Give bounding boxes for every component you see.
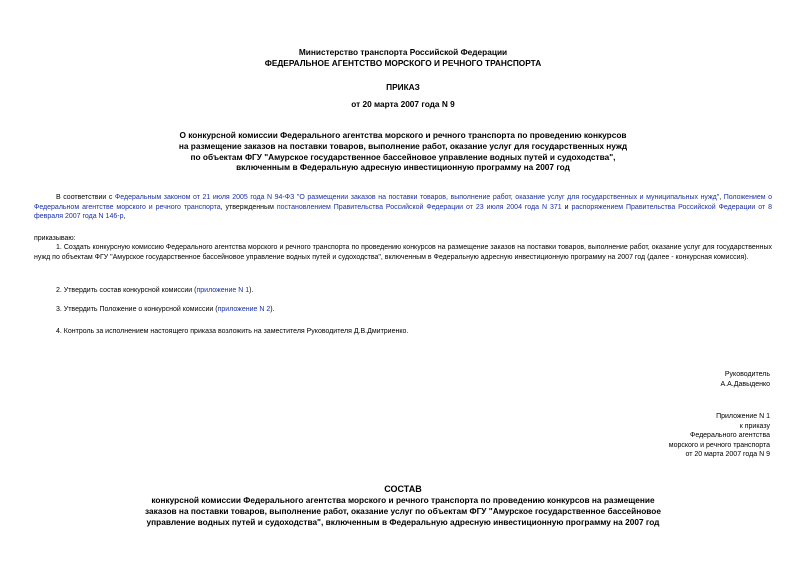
signer-position: Руководитель xyxy=(724,371,770,378)
order-item-4: 4. Контроль за исполнением настоящего приказа возложить на заместителя Руководителя Д.В.Дмитриенко. xyxy=(56,328,409,335)
appendix-header xyxy=(669,412,770,460)
composition-title: СОСТАВ xyxy=(384,484,422,494)
intro-text: и xyxy=(561,203,572,211)
intro-paragraph xyxy=(34,193,772,222)
appendix-2-link[interactable]: приложение N 2 xyxy=(217,306,271,313)
appendix-line: морского и речного транспорта xyxy=(668,441,770,449)
order-directive: приказываю: xyxy=(34,235,76,242)
signature-block xyxy=(721,370,771,389)
document-header xyxy=(34,47,772,69)
appendix-line: Приложение N 1 xyxy=(716,413,770,420)
government-order-link[interactable]: распоряжением Правительства Российской Федерации от 8 февраля 2007 года N 146-р xyxy=(34,203,772,221)
intro-text: , xyxy=(123,213,126,221)
intro-text: В соответствии с xyxy=(56,194,115,201)
appendix-1-link[interactable]: приложение N 1 xyxy=(196,287,250,294)
appendix-line: от 20 марта 2007 года N 9 xyxy=(685,451,770,459)
composition-line: конкурсной комиссии Федерального агентства морского и речного транспорта по проведению конкурсов на размещение xyxy=(151,495,655,505)
subject-line: по объектам ФГУ "Амурское государственное бассейновое управление водных путей и судоходства", xyxy=(190,151,616,162)
intro-text: , утвержденным xyxy=(220,203,277,211)
item-text: 3. Утвердить Положение о конкурсной комиссии ( xyxy=(56,306,218,313)
appendix-line: к приказу xyxy=(739,422,770,430)
subject-line: О конкурсной комиссии Федерального агентства морского и речного транспорта по проведению конкурсов xyxy=(179,130,627,140)
agency-regulation-link[interactable]: Положением о Федеральном агентстве морского и речного транспорта xyxy=(34,194,772,211)
subject-line: включенным в Федеральную адресную инвестиционную программу на 2007 год xyxy=(236,162,570,173)
composition-subtitle xyxy=(34,495,772,527)
government-decree-link[interactable]: постановлением Правительства Российской Федерации от 23 июля 2004 года N 371 xyxy=(276,203,562,211)
order-date: от 20 марта 2007 года N 9 xyxy=(351,99,455,109)
item-text: ). xyxy=(270,306,275,313)
order-item-2 xyxy=(34,286,772,296)
ministry-name: Министерство транспорта Российской Федерации xyxy=(298,47,508,57)
order-item-3 xyxy=(34,305,772,315)
federal-law-link[interactable]: Федеральным законом от 21 июля 2005 года N 94-ФЗ "О размещении заказов на поставки товаров, выполнение работ, оказание услуг для государственных и муниципальных нужд" xyxy=(114,194,720,201)
subject-line: на размещение заказов на поставки товаров, выполнение работ, оказание услуг для государственных нужд xyxy=(178,140,628,151)
intro-text: , xyxy=(719,194,724,201)
order-title: ПРИКАЗ xyxy=(386,82,420,92)
order-subject xyxy=(34,130,772,173)
order-item-1: 1. Создать конкурсную комиссию Федерального агентства морского и речного транспорта по проведению конкурсов на размещение заказов на поставки товаров, выполнение работ, оказание услуг для государственных нужд по объектам ФГУ "Амурское государственное бассейновое управление водных путей и судоходства", включенным в Федеральную адресную инвестиционную программу на 2007 год (далее - конкурсная комиссия). xyxy=(34,244,772,261)
composition-line: заказов на поставки товаров, выполнение работ, оказание услуг по объектам ФГУ "Амурское государственное бассейновое xyxy=(145,505,661,516)
signer-name: А.А.Давыденко xyxy=(720,380,770,388)
composition-line: управление водных путей и судоходства", включенным в Федеральную адресную инвестиционную программу на 2007 год xyxy=(146,516,660,527)
item-text: 2. Утвердить состав конкурсной комиссии ( xyxy=(56,287,197,294)
appendix-line: Федерального агентства xyxy=(690,432,770,440)
agency-name: ФЕДЕРАЛЬНОЕ АГЕНТСТВО МОРСКОГО И РЕЧНОГО ТРАНСПОРТА xyxy=(264,57,542,68)
item-text: ). xyxy=(249,287,254,294)
document-page xyxy=(34,0,772,571)
